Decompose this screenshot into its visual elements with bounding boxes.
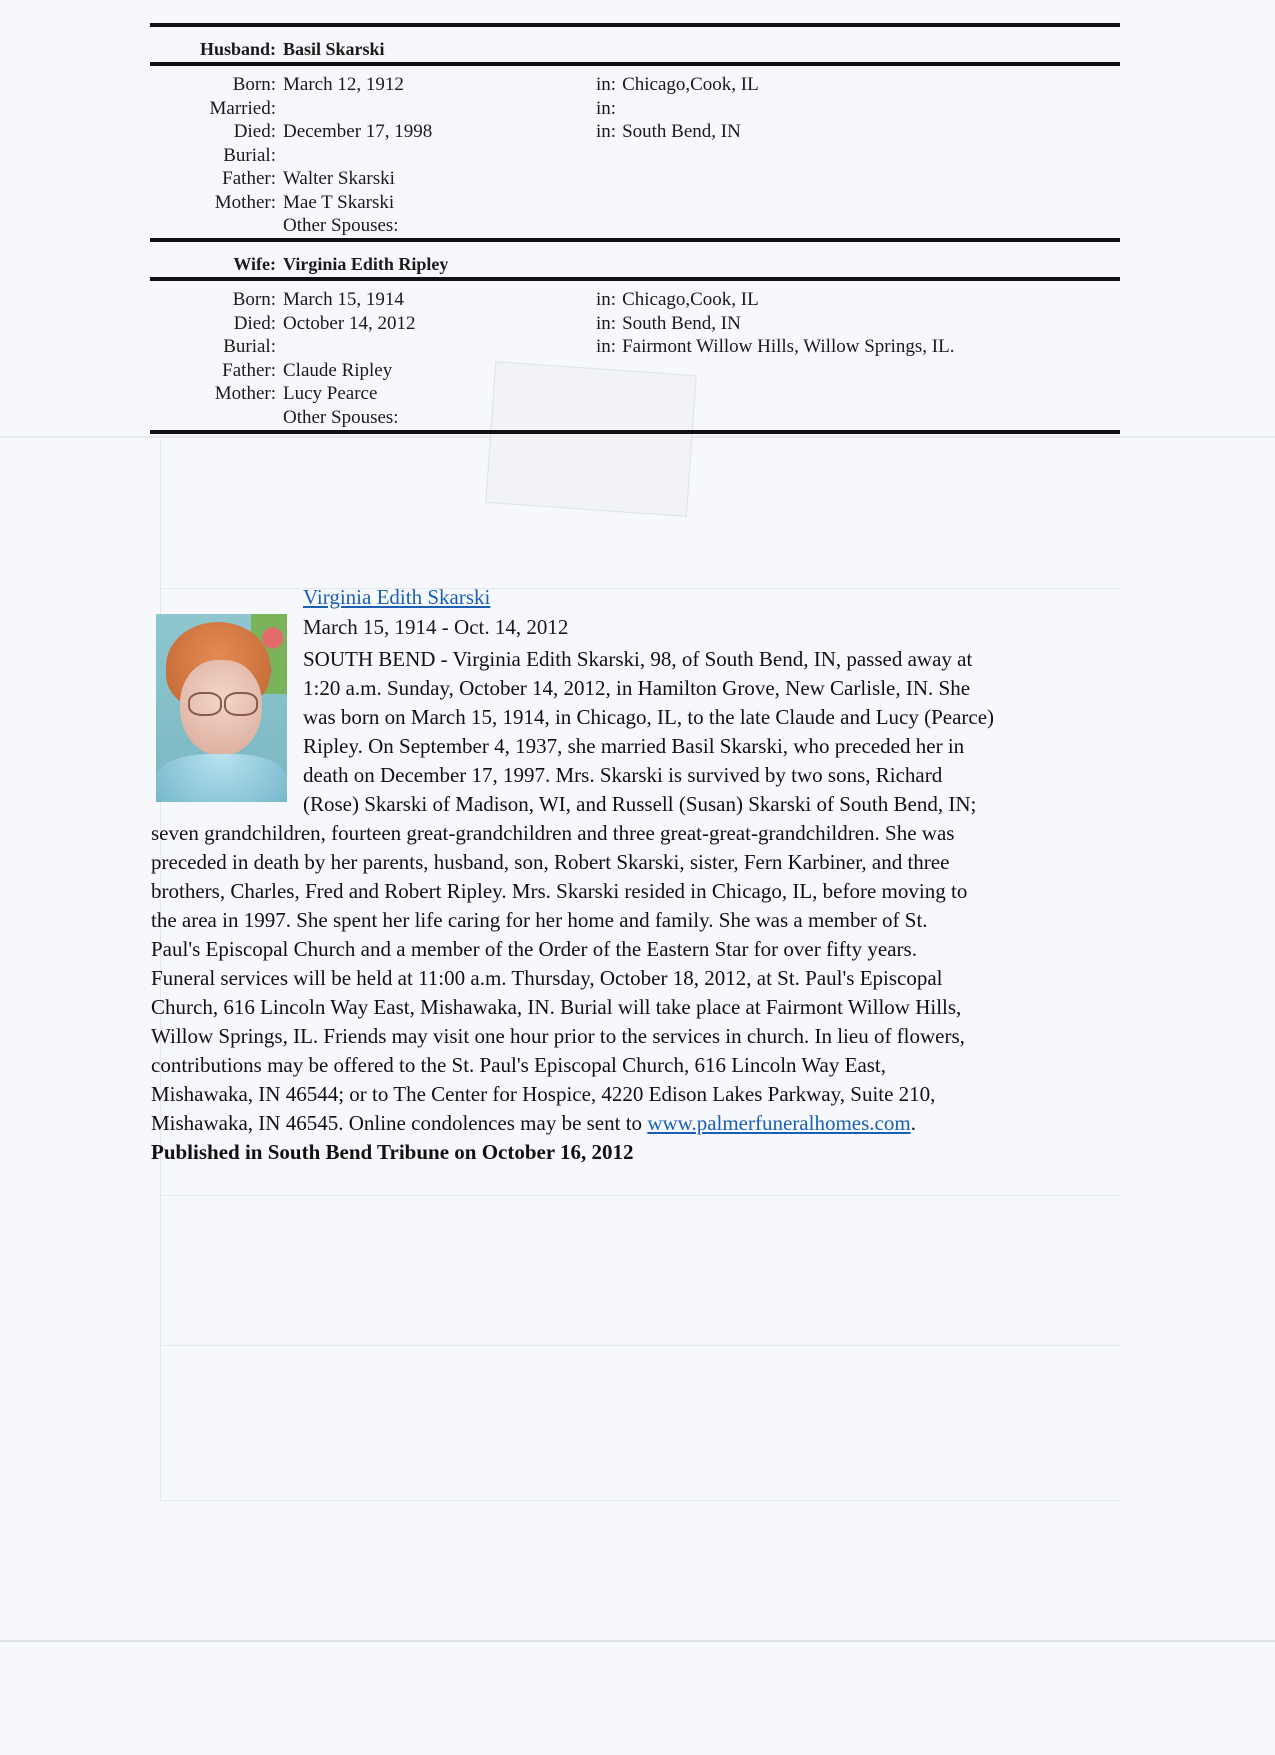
in-label: in: [596,74,617,95]
husband-field-location [596,144,602,167]
husband-top-rule [150,23,1120,27]
obituary-line: was born on March 15, 1914, in Chicago, IL, to the late Claude and Lucy (Pearce) [303,705,995,729]
obituary-line: Paul's Episcopal Church and a member of the Order of the Eastern Star for over fifty years. [151,937,917,961]
wife-field-label: Father: [222,359,276,381]
obituary-last-line [151,1109,1131,1138]
obituary-line: death on December 17, 1997. Mrs. Skarski is survived by two sons, Richard [303,763,943,787]
husband-field-value: March 12, 1912 [283,74,404,95]
husband-field-location [596,191,602,214]
wife-field-location [596,359,602,382]
in-label: in: [596,289,617,310]
ghost-line [160,1500,1120,1501]
blouse [156,754,287,802]
in-label: in: [596,97,617,119]
place-value: Chicago,Cook, IL [622,289,759,310]
funeral-home-link[interactable]: www.palmerfuneralhomes.com [647,1111,911,1135]
in-label: in: [596,121,617,142]
husband-field-label: Died: [233,121,276,142]
tape-mark [485,361,696,517]
obituary-dates: March 15, 1914 - Oct. 14, 2012 [303,615,569,639]
ghost-line [160,1345,1120,1346]
wife-field-value: Lucy Pearce [283,383,378,404]
wife-field-location [596,406,602,429]
husband-field-location [596,120,741,143]
husband-field-label: Married: [209,97,276,119]
wife-field-label: Burial: [223,336,276,357]
obituary-line: Mishawaka, IN 46544; or to The Center for Hospice, 4220 Edison Lakes Parkway, Suite 210, [151,1082,936,1106]
wife-field-value: Other Spouses: [283,406,399,428]
husband-header-rule [150,62,1120,66]
wife-bottom-rule [150,430,1120,434]
ghost-line [160,1195,1120,1196]
husband-field-location [596,214,602,237]
obituary-line: 1:20 a.m. Sunday, October 14, 2012, in Hamilton Grove, New Carlisle, IN. She [303,676,971,700]
obituary-line: SOUTH BEND - Virginia Edith Skarski, 98, of South Bend, IN, passed away at [303,647,973,671]
obituary-line: the area in 1997. She spent her life caring for her home and family. She was a member of St. [151,908,928,932]
obituary-line: Willow Springs, IL. Friends may visit one hour prior to the services in church. In lieu of flowers, [151,1024,965,1048]
husband-name: Basil Skarski [283,39,385,59]
published-note: Published in South Bend Tribune on October 16, 2012 [151,1140,634,1164]
portrait-photo [156,614,287,802]
husband-field-value: Walter Skarski [283,168,395,189]
obituary-line: brothers, Charles, Fred and Robert Ripley. Mrs. Skarski resided in Chicago, IL, before moving to [151,879,968,903]
husband-field-location [596,167,602,190]
place-value: South Bend, IN [622,121,741,142]
husband-field-value: December 17, 1998 [283,121,433,142]
wife-field-location [596,312,741,335]
place-value: South Bend, IN [622,312,741,334]
obituary-last-line-prefix: Mishawaka, IN 46545. Online condolences may be sent to [151,1111,648,1135]
husband-field-value: Other Spouses: [283,215,399,236]
husband-field-label: Burial: [223,144,276,166]
husband-field-label: Mother: [214,191,276,213]
glasses [186,692,256,714]
obituary-text-full [151,819,1131,1109]
wife-field-location [596,382,602,405]
obituary-line: contributions may be offered to the St. Paul's Episcopal Church, 616 Lincoln Way East, [151,1053,887,1077]
obituary-title[interactable]: Virginia Edith Skarski [303,585,491,609]
obituary-line: preceded in death by her parents, husband, son, Robert Skarski, sister, Fern Karbiner, and three [151,850,950,874]
wife-header-label: Wife: [233,254,276,274]
wife-field-value: March 15, 1914 [283,289,404,310]
obituary-line: Ripley. On September 4, 1937, she married Basil Skarski, who preceded her in [303,734,965,758]
husband-field-label: Father: [222,168,276,189]
wife-field-label: Mother: [214,383,276,404]
wife-field-value: October 14, 2012 [283,312,416,334]
husband-field-location [596,73,759,96]
obituary-line: Funeral services will be held at 11:00 a.m. Thursday, October 18, 2012, at St. Paul's Episcopal [151,966,943,990]
husband-field-value: Mae T Skarski [283,191,395,213]
wife-field-location [596,335,954,358]
wife-top-rule [150,238,1120,242]
obituary-text-wrapped [303,645,1133,819]
husband-header-label: Husband: [199,39,276,59]
wife-name: Virginia Edith Ripley [283,254,449,274]
husband-field-location [596,97,622,120]
place-value: Fairmont Willow Hills, Willow Springs, IL. [622,336,955,357]
wife-header-rule [150,277,1120,281]
in-label: in: [596,336,617,357]
page-fold-bottom [0,1640,1275,1642]
wife-field-location [596,288,759,311]
in-label: in: [596,312,617,334]
obituary-line: (Rose) Skarski of Madison, WI, and Russell (Susan) Skarski of South Bend, IN; [303,792,977,816]
obituary-last-line-suffix: . [910,1111,916,1135]
wife-field-label: Died: [233,312,276,334]
wife-field-label: Born: [232,289,276,310]
obituary-line: Church, 616 Lincoln Way East, Mishawaka, IN. Burial will take place at Fairmont Willow Hills, [151,995,962,1019]
wife-field-value: Claude Ripley [283,359,393,381]
obituary-line: seven grandchildren, fourteen great-grandchildren and three great-great-grandchildren. She was [151,821,955,845]
husband-field-label: Born: [232,74,276,95]
place-value: Chicago,Cook, IL [622,74,759,95]
